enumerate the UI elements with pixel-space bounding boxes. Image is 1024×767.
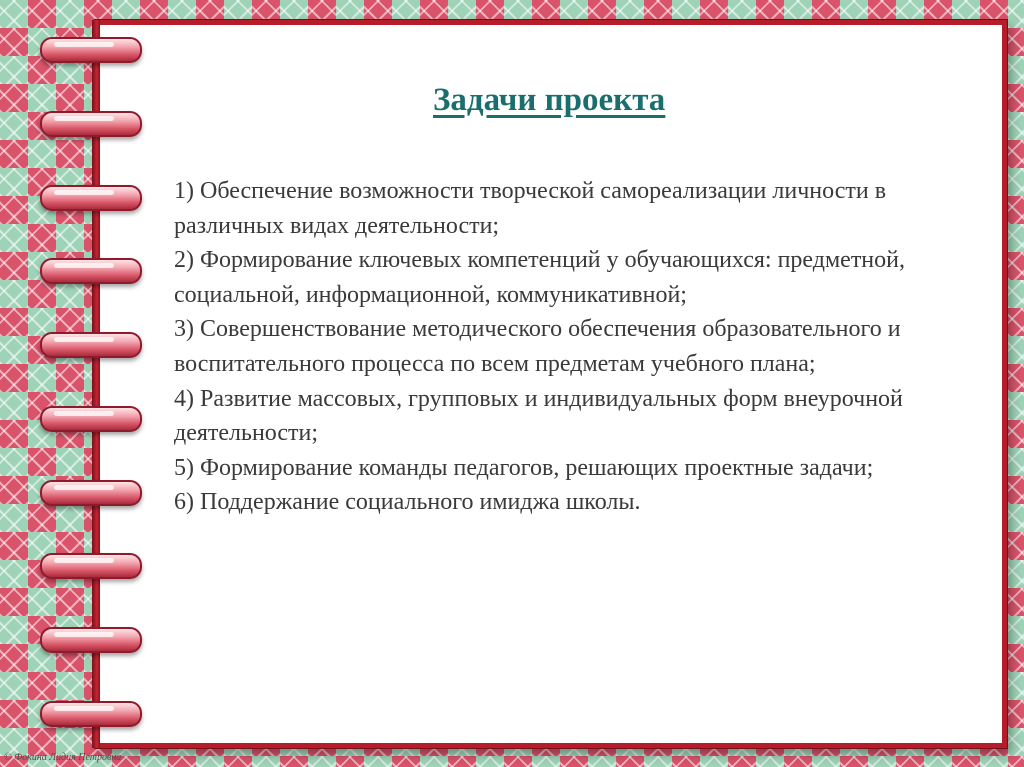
task-item: 2) Формирование ключевых компетенций у обучающихся: предметной, социальной, информационной, коммуникативной; — [174, 247, 905, 308]
task-item: 5) Формирование команды педагогов, решающих проектные задачи; — [174, 454, 874, 481]
slide-title: Задачи проекта — [433, 82, 666, 118]
binder-ring-icon — [40, 258, 142, 284]
binder-ring-icon — [40, 111, 142, 137]
binder-ring-icon — [40, 332, 142, 358]
task-item: 3) Совершенствование методического обеспечения образовательного и воспитательного процесса по всем предметам учебного плана; — [174, 316, 901, 377]
task-item: 4) Развитие массовых, групповых и индивидуальных форм внеурочной деятельности; — [174, 385, 903, 447]
binder-ring-icon — [40, 406, 142, 432]
binder-ring-icon — [40, 185, 142, 211]
binder-ring-icon — [40, 480, 142, 506]
binder-ring-icon — [40, 701, 142, 727]
task-item: 6) Поддержание социального имиджа школы. — [174, 489, 641, 516]
author-signature: © Фокина Лидия Петровна — [4, 752, 122, 763]
binder-ring-icon — [40, 627, 142, 653]
binder-ring-icon — [40, 553, 142, 579]
task-list — [174, 174, 964, 520]
task-item: 1) Обеспечение возможности творческой самореализации личности в различных видах деятельности; — [174, 178, 887, 239]
binder-ring-icon — [40, 37, 142, 63]
